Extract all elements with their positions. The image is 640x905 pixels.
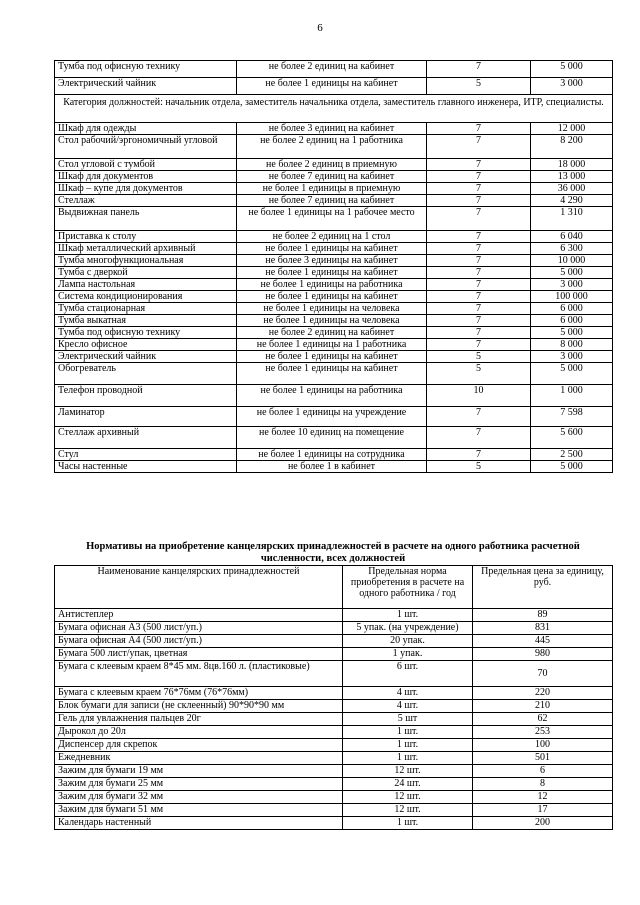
header-name: Наименование канцелярских принадлежностей xyxy=(55,566,343,609)
table-row xyxy=(55,195,613,207)
table-row xyxy=(55,778,613,791)
item-name: Зажим для бумаги 19 мм xyxy=(55,765,343,778)
item-name: Выдвижная панель xyxy=(55,207,237,231)
item-years: 7 xyxy=(427,183,531,195)
item-norm: не более 2 единиц на кабинет xyxy=(237,327,427,339)
item-name: Стеллаж xyxy=(55,195,237,207)
table-row xyxy=(55,135,613,159)
item-price: 831 xyxy=(473,622,613,635)
table-row xyxy=(55,385,613,407)
item-years: 7 xyxy=(427,291,531,303)
item-years: 7 xyxy=(427,267,531,279)
item-price: 220 xyxy=(473,687,613,700)
item-price: 6 300 xyxy=(531,243,613,255)
item-norm: 20 упак. xyxy=(343,635,473,648)
category-text: Категория должностей: начальник отдела, заместитель начальника отдела, заместитель главного инженера, ИТР, специалисты. xyxy=(55,95,613,123)
table-row xyxy=(55,726,613,739)
item-name: Стул xyxy=(55,449,237,461)
item-norm: 1 шт. xyxy=(343,739,473,752)
item-norm: не более 10 единиц на помещение xyxy=(237,427,427,449)
item-name: Обогреватель xyxy=(55,363,237,385)
table-row xyxy=(55,713,613,726)
table-row xyxy=(55,752,613,765)
item-name: Стеллаж архивный xyxy=(55,427,237,449)
item-years: 7 xyxy=(427,61,531,78)
item-years: 7 xyxy=(427,303,531,315)
table-row xyxy=(55,243,613,255)
item-norm: 4 шт. xyxy=(343,700,473,713)
item-price: 12 xyxy=(473,791,613,804)
header-price: Предельная цена за единицу, руб. xyxy=(473,566,613,609)
item-norm: не более 2 единиц на 1 работника xyxy=(237,135,427,159)
page-number: 6 xyxy=(317,22,323,34)
table-row xyxy=(55,351,613,363)
item-years: 7 xyxy=(427,427,531,449)
item-years: 7 xyxy=(427,315,531,327)
item-price: 8 200 xyxy=(531,135,613,159)
item-price: 70 xyxy=(473,661,613,687)
item-price: 200 xyxy=(473,817,613,830)
item-years: 5 xyxy=(427,363,531,385)
item-name: Тумба стационарная xyxy=(55,303,237,315)
item-price: 5 000 xyxy=(531,267,613,279)
item-price: 253 xyxy=(473,726,613,739)
item-years: 5 xyxy=(427,461,531,473)
table-row xyxy=(55,407,613,427)
item-norm: не более 1 единицы на сотрудника xyxy=(237,449,427,461)
table-row xyxy=(55,461,613,473)
table-row xyxy=(55,449,613,461)
table-header-row xyxy=(55,566,613,609)
item-years: 7 xyxy=(427,195,531,207)
item-price: 5 000 xyxy=(531,363,613,385)
item-price: 10 000 xyxy=(531,255,613,267)
item-price: 6 000 xyxy=(531,315,613,327)
item-price: 6 040 xyxy=(531,231,613,243)
item-norm: 24 шт. xyxy=(343,778,473,791)
item-norm: не более 1 единицы на кабинет xyxy=(237,351,427,363)
item-norm: 1 шт. xyxy=(343,817,473,830)
item-price: 8 xyxy=(473,778,613,791)
item-name: Стол угловой с тумбой xyxy=(55,159,237,171)
item-norm: не более 2 единиц в приемную xyxy=(237,159,427,171)
item-price: 100 000 xyxy=(531,291,613,303)
table-row xyxy=(55,123,613,135)
item-price: 501 xyxy=(473,752,613,765)
item-name: Гель для увлажнения пальцев 20г xyxy=(55,713,343,726)
table-row xyxy=(55,363,613,385)
item-norm: 1 упак. xyxy=(343,648,473,661)
item-name: Электрический чайник xyxy=(55,351,237,363)
item-norm: не более 7 единиц на кабинет xyxy=(237,195,427,207)
item-norm: не более 3 единиц на кабинет xyxy=(237,123,427,135)
table-row xyxy=(55,291,613,303)
item-norm: 12 шт. xyxy=(343,791,473,804)
item-years: 5 xyxy=(427,351,531,363)
item-price: 210 xyxy=(473,700,613,713)
item-norm: не более 1 единицы на кабинет xyxy=(237,267,427,279)
item-norm: 4 шт. xyxy=(343,687,473,700)
item-norm: 12 шт. xyxy=(343,804,473,817)
item-norm: не более 1 единицы на учреждение xyxy=(237,407,427,427)
item-years: 7 xyxy=(427,449,531,461)
item-name: Шкаф металлический архивный xyxy=(55,243,237,255)
item-norm: не более 7 единиц на кабинет xyxy=(237,171,427,183)
item-years: 7 xyxy=(427,171,531,183)
item-norm: не более 1 единицы на кабинет xyxy=(237,291,427,303)
item-price: 6 000 xyxy=(531,303,613,315)
item-name: Календарь настенный xyxy=(55,817,343,830)
item-norm: не более 1 единицы на кабинет xyxy=(237,243,427,255)
item-years: 7 xyxy=(427,339,531,351)
item-price: 1 000 xyxy=(531,385,613,407)
table-row xyxy=(55,207,613,231)
table-row xyxy=(55,279,613,291)
item-price: 3 000 xyxy=(531,351,613,363)
table-row xyxy=(55,635,613,648)
table-row xyxy=(55,267,613,279)
item-years: 7 xyxy=(427,123,531,135)
item-price: 100 xyxy=(473,739,613,752)
item-name: Диспенсер для скрепок xyxy=(55,739,343,752)
item-years: 7 xyxy=(427,279,531,291)
table-row xyxy=(55,648,613,661)
table-row xyxy=(55,661,613,687)
table-row xyxy=(55,315,613,327)
table-row xyxy=(55,61,613,78)
item-price: 7 598 xyxy=(531,407,613,427)
item-price: 980 xyxy=(473,648,613,661)
furniture-norms-table xyxy=(54,60,613,473)
item-norm: 1 шт. xyxy=(343,609,473,622)
item-name: Бумага 500 лист/упак, цветная xyxy=(55,648,343,661)
item-norm: не более 1 единицы на кабинет xyxy=(237,363,427,385)
item-name: Бумага офисная А3 (500 лист/уп.) xyxy=(55,622,343,635)
item-name: Лампа настольная xyxy=(55,279,237,291)
table-row xyxy=(55,183,613,195)
item-price: 1 310 xyxy=(531,207,613,231)
item-years: 5 xyxy=(427,78,531,95)
item-norm: не более 1 в кабинет xyxy=(237,461,427,473)
table-row xyxy=(55,609,613,622)
table-row xyxy=(55,817,613,830)
item-price: 445 xyxy=(473,635,613,648)
item-name: Зажим для бумаги 25 мм xyxy=(55,778,343,791)
item-norm: 1 шт. xyxy=(343,726,473,739)
item-norm: 5 шт xyxy=(343,713,473,726)
item-name: Шкаф для документов xyxy=(55,171,237,183)
item-name: Антистеплер xyxy=(55,609,343,622)
table-row xyxy=(55,231,613,243)
stationery-section-heading: Нормативы на приобретение канцелярских принадлежностей в расчете на одного работника расчетной численности, всех должностей xyxy=(86,541,580,564)
item-name: Часы настенные xyxy=(55,461,237,473)
item-years: 7 xyxy=(427,255,531,267)
item-norm: не более 1 единицы на 1 рабочее место xyxy=(237,207,427,231)
table-row xyxy=(55,159,613,171)
item-price: 17 xyxy=(473,804,613,817)
item-years: 10 xyxy=(427,385,531,407)
item-name: Электрический чайник xyxy=(55,78,237,95)
table-row xyxy=(55,303,613,315)
table-row xyxy=(55,791,613,804)
item-norm: не более 2 единиц на 1 стол xyxy=(237,231,427,243)
item-norm: не более 1 единицы на 1 работника xyxy=(237,339,427,351)
item-norm: не более 1 единицы на человека xyxy=(237,303,427,315)
item-name: Тумба под офисную технику xyxy=(55,61,237,78)
item-norm: не более 1 единицы на работника xyxy=(237,385,427,407)
item-years: 7 xyxy=(427,159,531,171)
item-name: Бумага офисная А4 (500 лист/уп.) xyxy=(55,635,343,648)
item-price: 36 000 xyxy=(531,183,613,195)
item-norm: 1 шт. xyxy=(343,752,473,765)
item-years: 7 xyxy=(427,207,531,231)
header-norm: Предельная норма приобретения в расчете на одного работника / год xyxy=(343,566,473,609)
item-norm: не более 1 единицы в приемную xyxy=(237,183,427,195)
item-name: Шкаф для одежды xyxy=(55,123,237,135)
item-years: 7 xyxy=(427,243,531,255)
item-norm: 6 шт. xyxy=(343,661,473,687)
table-row xyxy=(55,78,613,95)
item-price: 6 xyxy=(473,765,613,778)
item-name: Стол рабочий/эргономичный угловой xyxy=(55,135,237,159)
item-price: 5 000 xyxy=(531,61,613,78)
item-price: 89 xyxy=(473,609,613,622)
table-row xyxy=(55,339,613,351)
table-row xyxy=(55,327,613,339)
item-price: 5 600 xyxy=(531,427,613,449)
table-row xyxy=(55,687,613,700)
item-name: Ламинатор xyxy=(55,407,237,427)
item-price: 3 000 xyxy=(531,78,613,95)
item-norm: не более 3 единицы на кабинет xyxy=(237,255,427,267)
item-price: 5 000 xyxy=(531,327,613,339)
item-name: Тумба с дверкой xyxy=(55,267,237,279)
item-years: 7 xyxy=(427,407,531,427)
item-norm: не более 1 единицы на человека xyxy=(237,315,427,327)
item-norm: не более 1 единицы на кабинет xyxy=(237,78,427,95)
item-price: 62 xyxy=(473,713,613,726)
item-name: Тумба выкатная xyxy=(55,315,237,327)
table-row xyxy=(55,765,613,778)
item-name: Зажим для бумаги 32 мм xyxy=(55,791,343,804)
item-name: Ежедневник xyxy=(55,752,343,765)
item-name: Телефон проводной xyxy=(55,385,237,407)
item-norm: не более 2 единиц на кабинет xyxy=(237,61,427,78)
item-years: 7 xyxy=(427,135,531,159)
item-years: 7 xyxy=(427,231,531,243)
item-price: 12 000 xyxy=(531,123,613,135)
item-price: 3 000 xyxy=(531,279,613,291)
item-name: Система кондиционирования xyxy=(55,291,237,303)
item-name: Блок бумаги для записи (не склеенный) 90*90*90 мм xyxy=(55,700,343,713)
item-price: 13 000 xyxy=(531,171,613,183)
item-price: 8 000 xyxy=(531,339,613,351)
stationery-norms-table xyxy=(54,565,613,830)
table-row xyxy=(55,622,613,635)
item-price: 4 290 xyxy=(531,195,613,207)
table-row xyxy=(55,171,613,183)
item-price: 2 500 xyxy=(531,449,613,461)
table-row xyxy=(55,804,613,817)
table-row xyxy=(55,739,613,752)
item-name: Кресло офисное xyxy=(55,339,237,351)
item-norm: 5 упак. (на учреждение) xyxy=(343,622,473,635)
item-price: 5 000 xyxy=(531,461,613,473)
item-norm: не более 1 единицы на работника xyxy=(237,279,427,291)
item-price: 18 000 xyxy=(531,159,613,171)
category-row xyxy=(55,95,613,123)
item-name: Зажим для бумаги 51 мм xyxy=(55,804,343,817)
table-row xyxy=(55,255,613,267)
item-name: Бумага с клеевым краем 8*45 мм. 8цв.160 л. (пластиковые) xyxy=(55,661,343,687)
item-name: Тумба многофункциональная xyxy=(55,255,237,267)
item-name: Тумба под офисную технику xyxy=(55,327,237,339)
item-name: Шкаф – купе для документов xyxy=(55,183,237,195)
table-row xyxy=(55,427,613,449)
item-name: Приставка к столу xyxy=(55,231,237,243)
item-norm: 12 шт. xyxy=(343,765,473,778)
table-row xyxy=(55,700,613,713)
item-name: Бумага с клеевым краем 76*76мм (76*76мм) xyxy=(55,687,343,700)
item-name: Дырокол до 20л xyxy=(55,726,343,739)
item-years: 7 xyxy=(427,327,531,339)
